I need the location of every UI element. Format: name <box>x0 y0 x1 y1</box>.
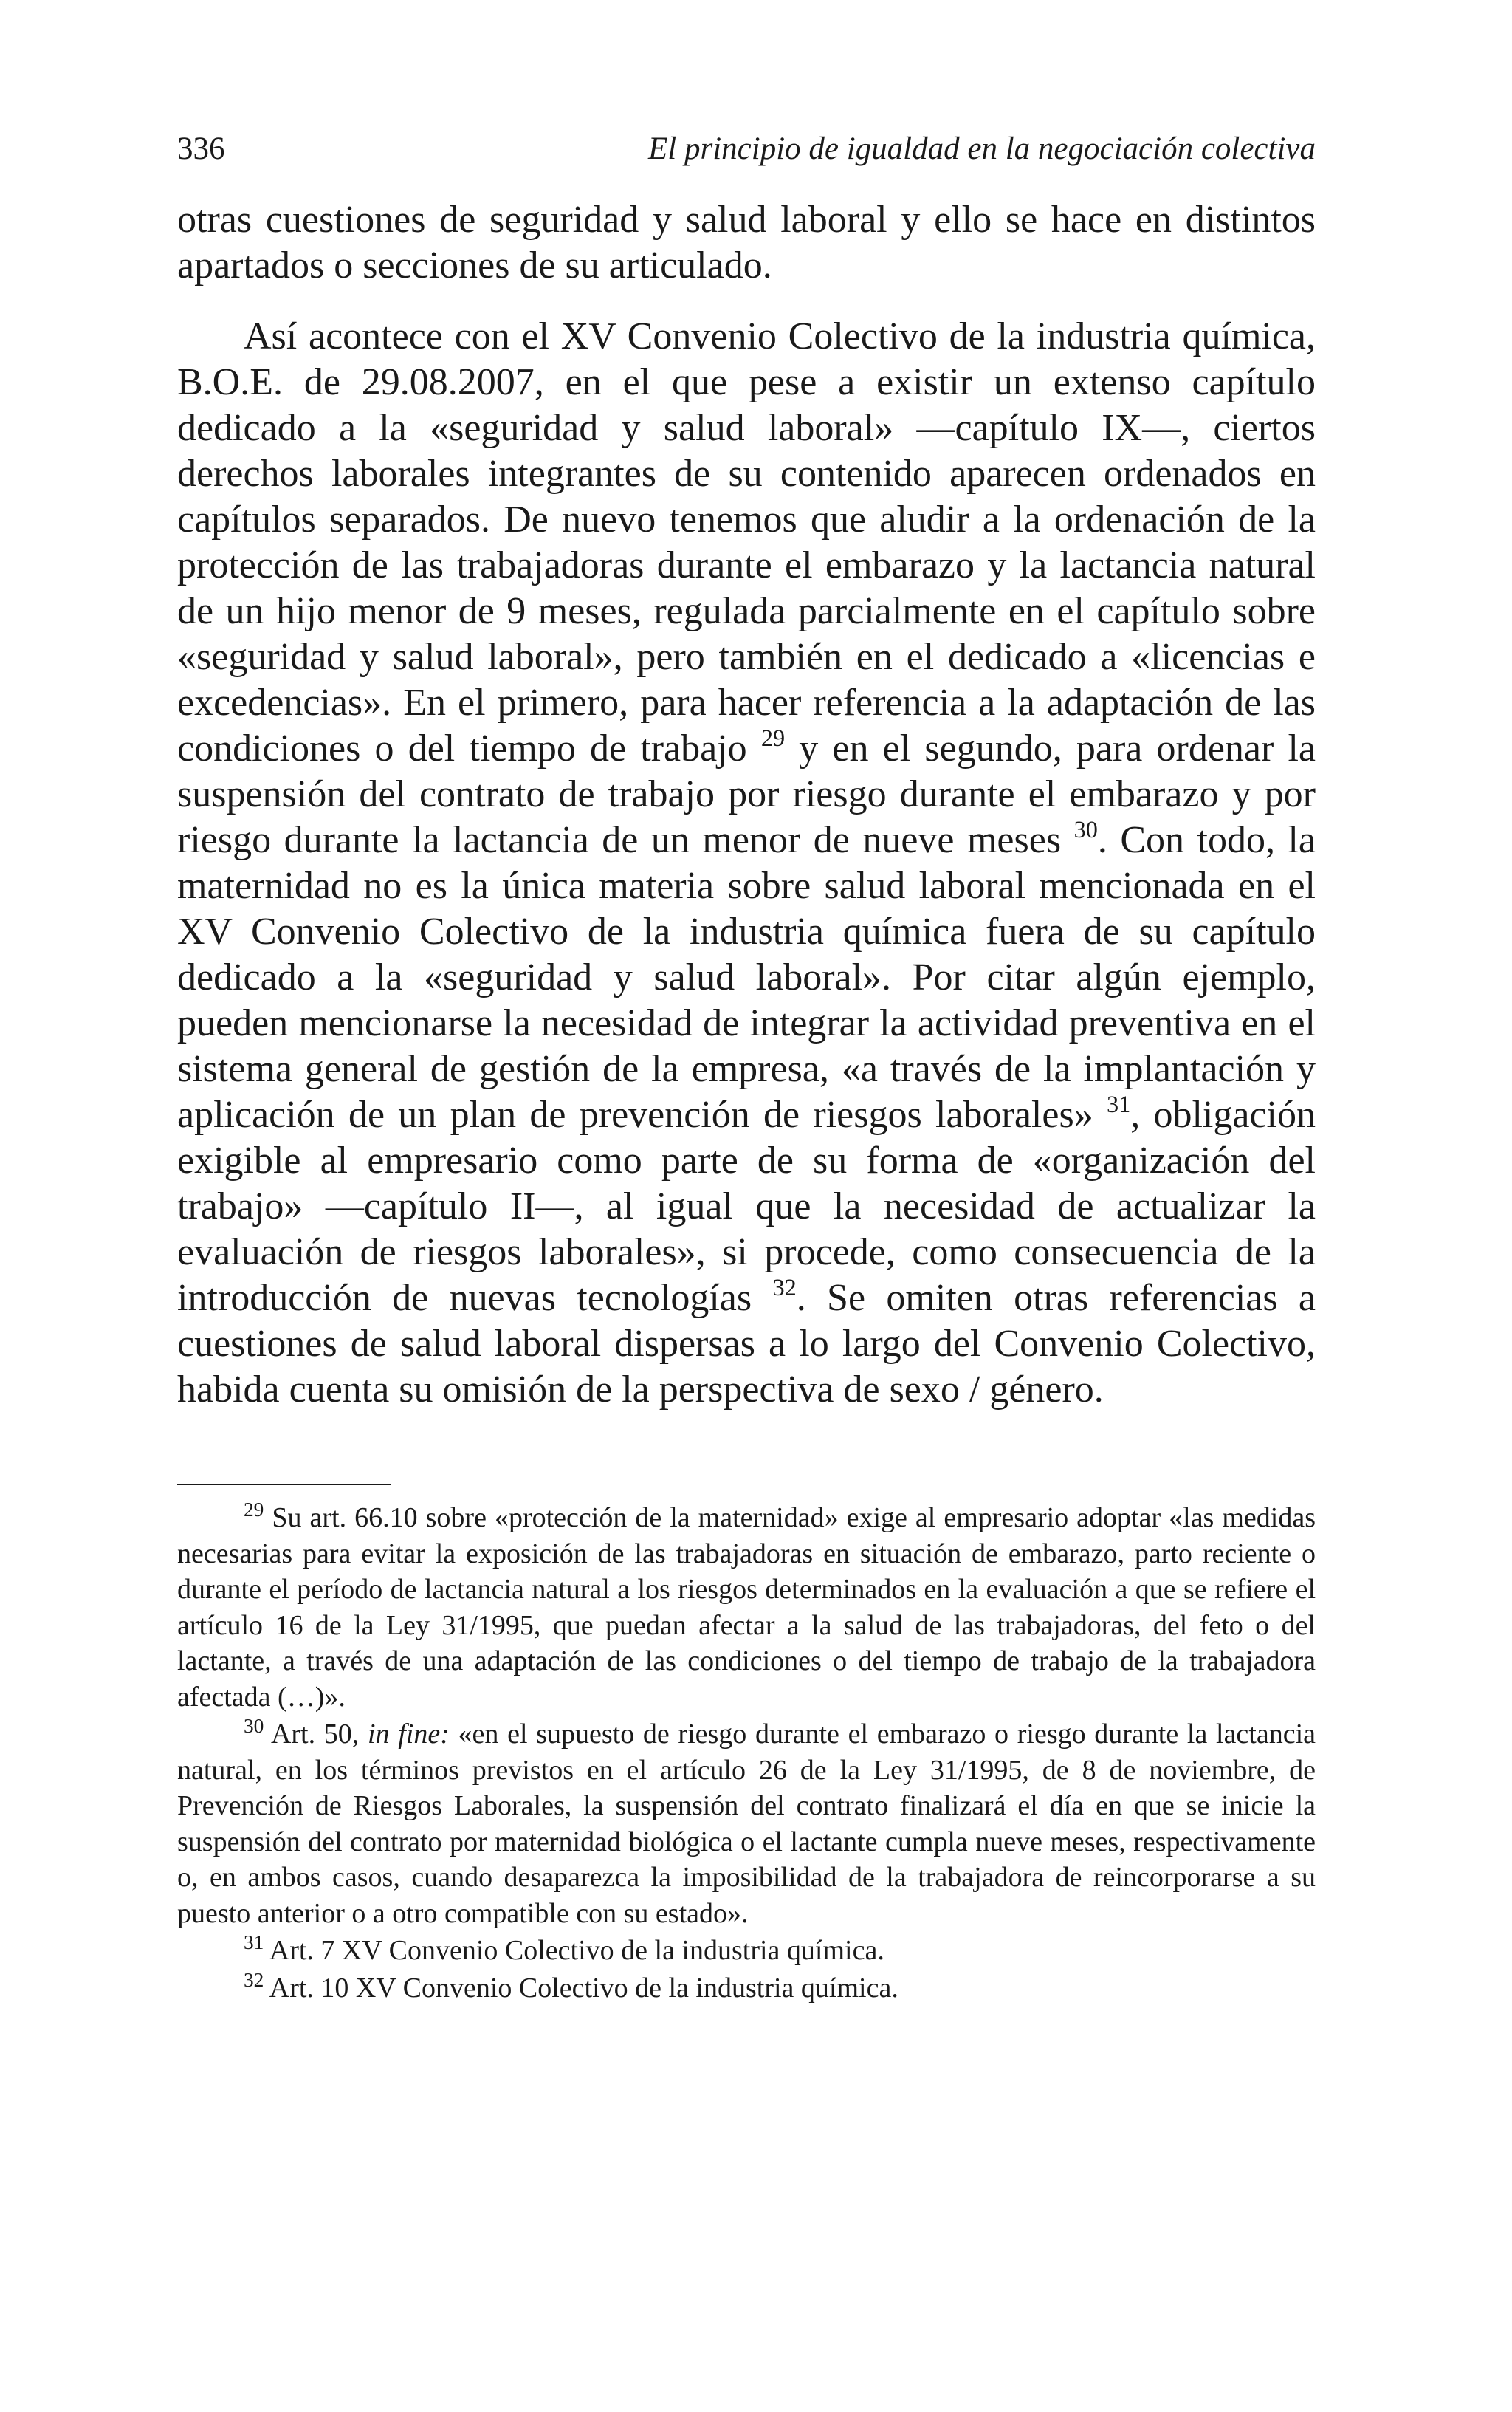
footnote-number: 30 <box>244 1715 264 1738</box>
footnotes <box>177 1500 1316 2006</box>
paragraph-continued: otras cuestiones de seguridad y salud laboral y ello se hace en distintos apartados o secciones de su articulado. <box>177 199 1316 287</box>
footnote-text: Art. 7 XV Convenio Colectivo de la industria química. <box>269 1935 884 1966</box>
paragraph-text-5: . Se omiten otras referencias a cuestiones de salud laboral dispersas a lo largo del Convenio Colectivo, habida cuenta su omisión de la perspectiva de sexo / género. <box>177 1277 1316 1411</box>
footnote-ref-32[interactable]: 32 <box>772 1274 797 1301</box>
footnote-ref-30[interactable]: 30 <box>1073 816 1098 843</box>
footnote-number: 31 <box>244 1931 264 1954</box>
paragraph-text-2: y en el segundo, para ordenar la suspensión del contrato de trabajo por riesgo durante el embarazo y por riesgo durante la lactancia de un menor de nueve meses <box>177 727 1316 861</box>
footnote-number: 32 <box>244 1968 264 1991</box>
footnote-30 <box>177 1716 1316 1931</box>
paragraph-main <box>177 314 1316 1413</box>
footnote-32 <box>177 1970 1316 2007</box>
book-page <box>177 133 1316 2006</box>
running-header <box>177 133 1316 165</box>
footnote-text: «en el supuesto de riesgo durante el embarazo o riesgo durante la lactancia natural, en los términos previstos en el artículo 26 de la Ley 31/1995, de 8 de noviembre, de Prevención de Riesgos Laborales, la suspensión del contrato finalizará el día en que se inicie la suspensión del contrato por maternidad biológica o el lactante cumpla nueve meses, respectivamente o, en ambos casos, cuando desaparezca la imposibilidad de la trabajadora de reincorporarse a su puesto anterior o a otro compatible con su estado». <box>177 1719 1316 1929</box>
paragraph-text-1: Así acontece con el XV Convenio Colectivo de la industria química, B.O.E. de 29.08.2007, en el que pese a existir un extenso capítulo dedicado a la «seguridad y salud laboral» —capítulo IX—, ciertos derechos laborales integrantes de su contenido aparecen ordenados en capítulos separados. De nuevo tenemos que aludir a la ordenación de la protección de las trabajadoras durante el embarazo y la lactancia natural de un hijo menor de 9 meses, regulada parcialmente en el capítulo sobre «seguridad y salud laboral», pero también en el dedicado a «licencias e excedencias». En el primero, para hacer referencia a la adaptación de las condiciones o del tiempo de trabajo <box>177 315 1316 770</box>
footnote-divider <box>177 1484 391 1485</box>
footnote-lead: Art. 50, <box>270 1719 360 1750</box>
paragraph-text-4: , obligación exigible al empresario como parte de su forma de «organización del trabajo» —capítulo II—, al igual que la necesidad de actualizar la evaluación de riesgos laborales», si procede, como consecuencia de la introducción de nuevas tecnologías <box>177 1094 1316 1319</box>
footnote-ref-31[interactable]: 31 <box>1106 1091 1131 1118</box>
running-title: El principio de igualdad en la negociación colectiva <box>648 131 1316 166</box>
main-text <box>177 197 1316 1413</box>
page-number: 336 <box>177 131 225 166</box>
footnote-ref-29[interactable]: 29 <box>760 724 786 752</box>
footnote-text: Art. 10 XV Convenio Colectivo de la industria química. <box>269 1972 898 2004</box>
footnote-29 <box>177 1500 1316 1715</box>
paragraph-text-3: . Con todo, la maternidad no es la única materia sobre salud laboral mencionada en el XV Convenio Colectivo de la industria química fuera de su capítulo dedicado a la «seguridad y salud laboral». Por citar algún ejemplo, pueden mencionarse la necesidad de integrar la actividad preventiva en el sistema general de gestión de la empresa, «a través de la implantación y aplicación de un plan de prevención de riesgos laborales» <box>177 819 1316 1136</box>
footnote-number: 29 <box>244 1498 264 1521</box>
footnote-text: Su art. 66.10 sobre «protección de la maternidad» exige al empresario adoptar «las medidas necesarias para evitar la exposición de las trabajadoras en situación de embarazo, parto reciente o durante el período de lactancia natural a los riesgos determinados en la evaluación a que se refiere el artículo 16 de la Ley 31/1995, que puedan afectar a la salud de las trabajadoras, del feto o del lactante, a través de una adaptación de las condiciones o del tiempo de trabajo de la trabajadora afectada (…)». <box>177 1502 1316 1713</box>
footnote-31 <box>177 1933 1316 1969</box>
footnote-italic: in fine: <box>367 1719 450 1750</box>
